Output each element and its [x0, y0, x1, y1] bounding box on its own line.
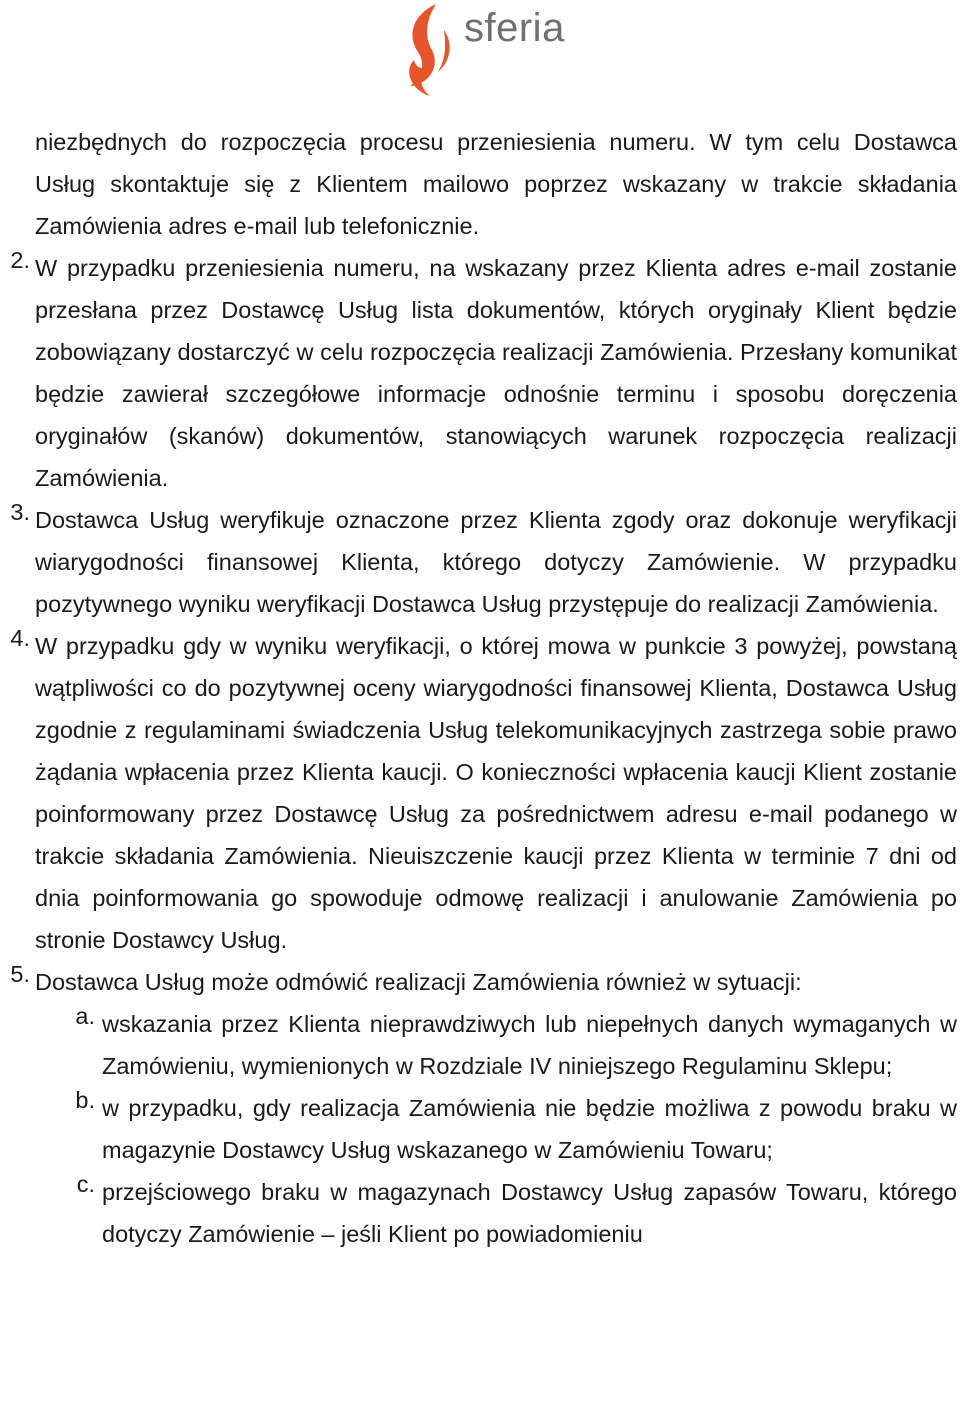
sublist-item-b	[75, 1087, 957, 1171]
logo-wordmark: sferia	[464, 6, 565, 50]
list-item-2	[10, 247, 957, 499]
sublist-item-letter: b.	[75, 1087, 95, 1113]
list-item-number: 5.	[10, 961, 30, 987]
list-item-3	[10, 499, 957, 625]
sublist-item-letter: a.	[75, 1003, 95, 1029]
sublist-item-text: wskazania przez Klienta nieprawdziwych lub niepełnych danych wymaganych w Zamówieniu, wymienionych w Rozdziale IV niniejszego Regulaminu Sklepu;	[102, 1011, 957, 1079]
list-item-text: Dostawca Usług może odmówić realizacji Zamówienia również w sytuacji:	[35, 969, 802, 995]
list-item-text: W przypadku przeniesienia numeru, na wskazany przez Klienta adres e-mail zostanie przesłana przez Dostawcę Usług lista dokumentów, których oryginały Klient będzie zobowiązany dostarczyć w celu rozpoczęcia realizacji Zamówienia. Przesłany komunikat będzie zawierał szczegółowe informacje odnośnie terminu i sposobu doręczenia oryginałów (skanów) dokumentów, stanowiących warunek rozpoczęcia realizacji Zamówienia.	[35, 255, 957, 491]
intro-paragraph: niezbędnych do rozpoczęcia procesu przeniesienia numeru. W tym celu Dostawca Usług skontaktuje się z Klientem mailowo poprzez wskazany w trakcie składania Zamówienia adres e-mail lub telefonicznie.	[35, 129, 957, 239]
list-item-text: Dostawca Usług weryfikuje oznaczone przez Klienta zgody oraz dokonuje weryfikacji wiarygodności finansowej Klienta, którego dotyczy Zamówienie. W przypadku pozytywnego wyniku weryfikacji Dostawca Usług przystępuje do realizacji Zamówienia.	[35, 507, 957, 617]
sublist-item-text: przejściowego braku w magazynach Dostawcy Usług zapasów Towaru, którego dotyczy Zamówienie – jeśli Klient po powiadomieniu	[102, 1179, 957, 1247]
sublist-item-a	[75, 1003, 957, 1087]
flame-icon	[384, 0, 464, 104]
list-item-4	[10, 625, 957, 961]
list-item-text: W przypadku gdy w wyniku weryfikacji, o której mowa w punkcie 3 powyżej, powstaną wątpliwości co do pozytywnej oceny wiarygodności finansowej Klienta, Dostawca Usług zgodnie z regulaminami świadczenia Usług telekomunikacyjnych zastrzega sobie prawo żądania wpłacenia przez Klienta kaucji. O konieczności wpłacenia kaucji Klient zostanie poinformowany przez Dostawcę Usług za pośrednictwem adresu e-mail podanego w trakcie składania Zamówienia. Nieuiszczenie kaucji przez Klienta w terminie 7 dni od dnia poinformowania go spowoduje odmowę realizacji i anulowanie Zamówienia po stronie Dostawcy Usług.	[35, 633, 957, 953]
list-item-number: 2.	[10, 247, 30, 273]
list-item-number: 3.	[10, 499, 30, 525]
document-content	[10, 121, 957, 1255]
list-item-5	[10, 961, 957, 1003]
sublist-item-letter: c.	[76, 1171, 95, 1197]
sublist-item-text: w przypadku, gdy realizacja Zamówienia nie będzie możliwa z powodu braku w magazynie Dostawcy Usług wskazanego w Zamówieniu Towaru;	[102, 1095, 957, 1163]
sublist-item-c	[76, 1171, 957, 1255]
sferia-logo	[384, 0, 565, 104]
list-item-number: 4.	[10, 625, 30, 651]
